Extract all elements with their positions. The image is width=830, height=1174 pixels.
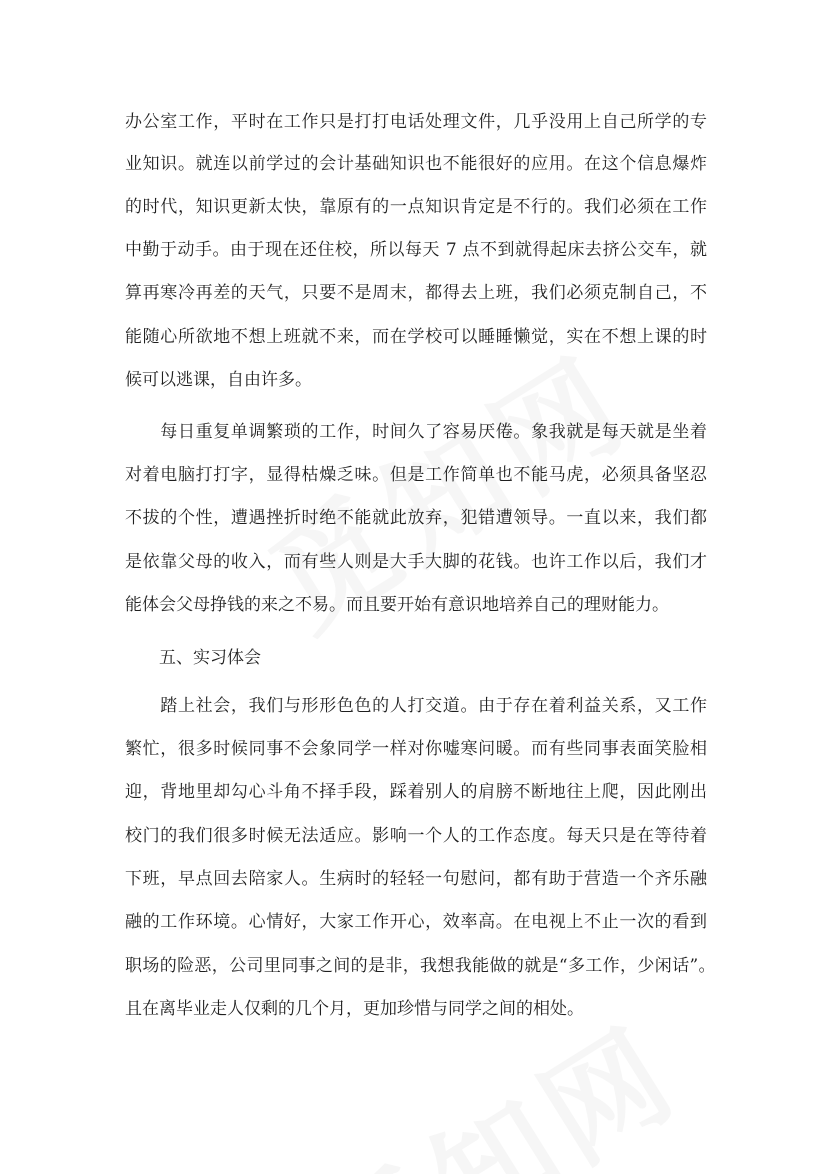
text-line: 办公室工作，平时在工作只是打打电话处理文件，几乎没用上自己所学的专 — [125, 112, 707, 132]
section-heading: 五、实习体会 — [125, 648, 261, 668]
text-line: 的时代，知识更新太快，靠原有的一点知识肯定是不行的。我们必须在工作 — [125, 197, 707, 217]
text-line: 且在离毕业走人仅剩的几个月，更加珍惜与同学之间的相处。 — [125, 999, 584, 1019]
text-line: 是依靠父母的收入，而有些人则是大手大脚的花钱。也许工作以后，我们才 — [125, 552, 707, 572]
text-line: 业知识。就连以前学过的会计基础知识也不能很好的应用。在这个信息爆炸 — [125, 154, 707, 174]
text-line: 候可以逃课，自由许多。 — [125, 370, 312, 390]
text-line: 每日重复单调繁琐的工作，时间久了容易厌倦。象我就是每天就是坐着 — [125, 422, 707, 442]
text-line: 算再寒冷再差的天气，只要不是周末，都得去上班，我们必须克制自己，不 — [125, 283, 707, 303]
text-line: 繁忙，很多时候同事不会象同学一样对你嘘寒问暖。而有些同事表面笑脸相 — [125, 739, 707, 759]
text-line: 校门的我们很多时候无法适应。影响一个人的工作态度。每天只是在等待着 — [125, 826, 707, 846]
text-line: 能体会父母挣钱的来之不易。而且要开始有意识地培养自己的理财能力。 — [125, 595, 669, 615]
text-line: 融的工作环境。心情好，大家工作开心，效率高。在电视上不止一次的看到 — [125, 912, 707, 932]
text-line: 能随心所欲地不想上班就不来，而在学校可以睡睡懒觉，实在不想上课的时 — [125, 327, 707, 347]
text-line: 不拔的个性，遭遇挫折时绝不能就此放弃，犯错遭领导。一直以来，我们都 — [125, 508, 707, 528]
text-line: 下班，早点回去陪家人。生病时的轻轻一句慰问，都有助于营造一个齐乐融 — [125, 869, 707, 889]
text-line: 迎，背地里却勾心斗角不择手段，踩着别人的肩膀不断地往上爬，因此刚出 — [125, 782, 707, 802]
text-line: 职场的险恶，公司里同事之间的是非，我想我能做的就是“多工作，少闲话”。 — [125, 956, 715, 976]
text-line: 对着电脑打打字，显得枯燥乏味。但是工作简单也不能马虎，必须具备坚忍 — [125, 465, 707, 485]
text-line: 踏上社会，我们与形形色色的人打交道。由于存在着利益关系，又工作 — [125, 696, 707, 716]
text-line: 中勤于动手。由于现在还住校，所以每天 7 点不到就得起床去挤公交车，就 — [125, 240, 707, 260]
